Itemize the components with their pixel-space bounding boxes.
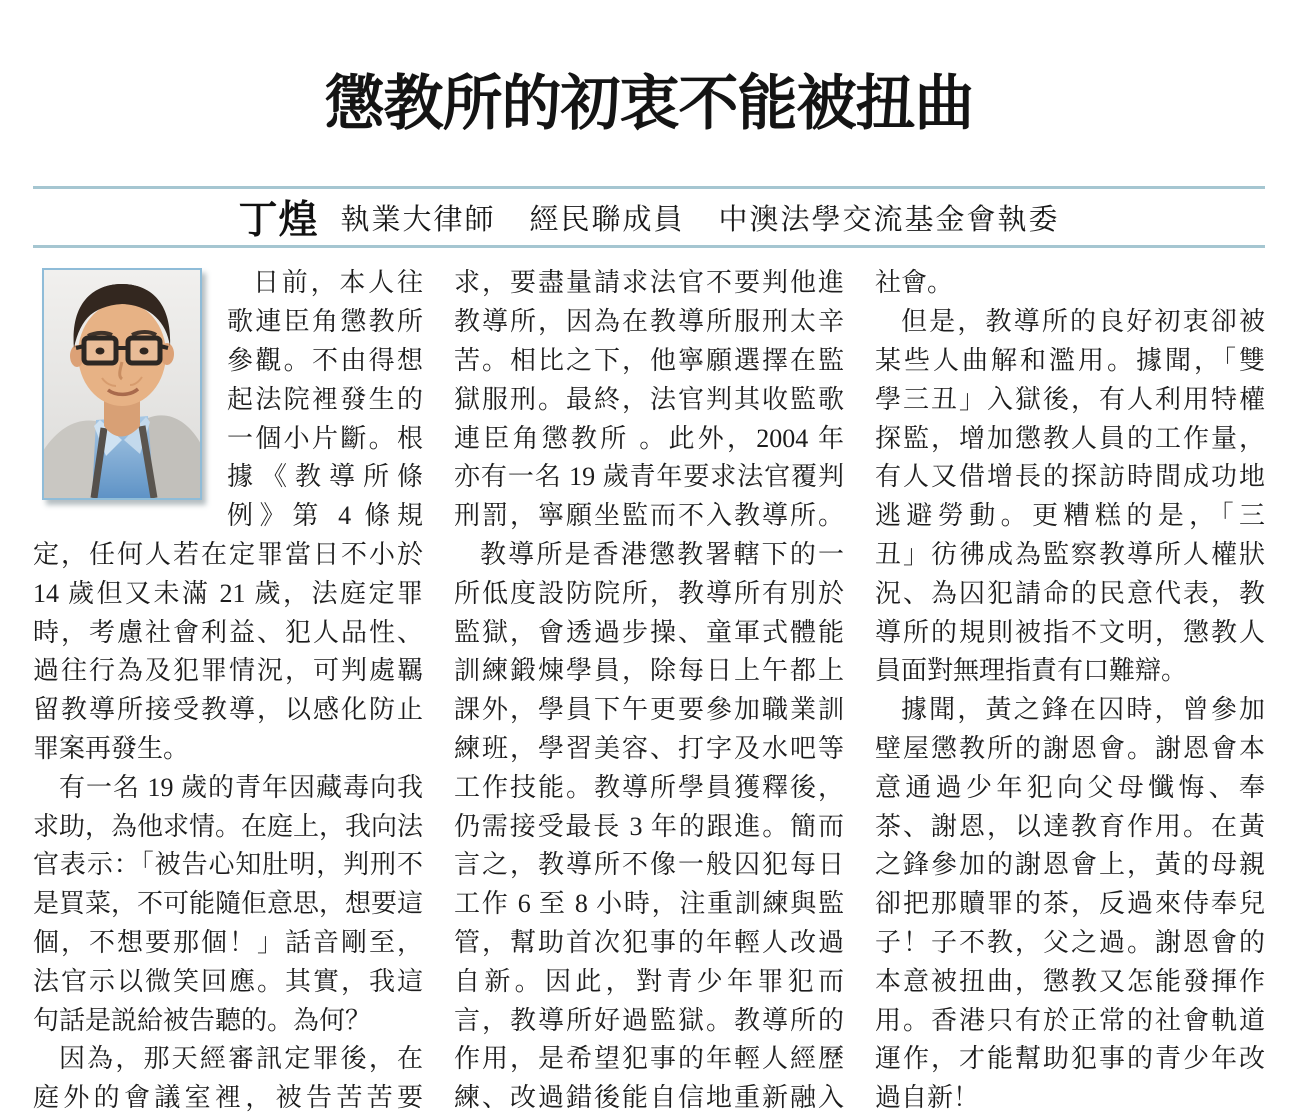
text-line: 況、為囚犯請命的民意代表，教 bbox=[875, 578, 1265, 608]
text-line: 求助，為他求情。在庭上，我向法 bbox=[33, 811, 424, 841]
text-line: 起法院裡發生的 bbox=[227, 384, 423, 414]
text-line: 法官示以微笑回應。其實，我這 bbox=[33, 966, 423, 996]
text-line: 據聞，黃之鋒在囚時，曾參加 bbox=[901, 695, 1265, 725]
text-line: 留教導所接受教導，以感化防止 bbox=[33, 695, 423, 725]
text-line: 例》第 4 條規 bbox=[227, 501, 423, 531]
text-line: 日前，本人往 bbox=[253, 268, 423, 298]
column-3 bbox=[875, 264, 1265, 1118]
article-headline: 懲教所的初衷不能被扭曲 bbox=[324, 70, 974, 138]
column-2 bbox=[454, 264, 844, 1118]
text-line: 刑罰，寧願坐監而不入教導所。 bbox=[454, 501, 844, 531]
text-line: 卻把那贖罪的茶，反過來侍奉兒 bbox=[875, 889, 1265, 919]
text-line: 教導所是香港懲教署轄下的一 bbox=[480, 539, 844, 569]
text-line: 因為，那天經審訊定罪後，在 bbox=[59, 1044, 423, 1074]
text-line: 用。香港只有於正常的社會軌道 bbox=[875, 1005, 1265, 1035]
text-line: 過往行為及犯罪情況，可判處羈 bbox=[33, 656, 423, 686]
text-line: 導所的規則被指不文明，懲教人 bbox=[875, 617, 1265, 647]
text-line: 練、改過錯後能自信地重新融入 bbox=[454, 1083, 844, 1113]
text-line: 連臣角懲教所 。此外，2004 年 bbox=[454, 423, 844, 453]
text-line: 獄服刑。最終，法官判其收監歌 bbox=[454, 384, 844, 414]
text-line: 是買菜，不可能隨佢意思，想要這 bbox=[33, 889, 424, 919]
text-line: 社會。 bbox=[875, 268, 954, 298]
text-line: 茶、謝恩，以達教育作用。在黃 bbox=[875, 811, 1265, 841]
text-line: 意通過少年犯向父母懺悔、奉 bbox=[875, 772, 1265, 802]
column-1 bbox=[33, 264, 423, 1118]
text-line: 管，幫助首次犯事的年輕人改過 bbox=[454, 927, 844, 957]
text-line: 之鋒參加的謝恩會上，黃的母親 bbox=[875, 850, 1265, 880]
author-portrait-image bbox=[44, 270, 200, 498]
text-line: 有人又借增長的探訪時間成功地 bbox=[875, 462, 1265, 492]
author-title-2: 經民聯成員 bbox=[529, 203, 685, 236]
text-line: 某些人曲解和濫用。據聞，「雙 bbox=[875, 345, 1265, 375]
text-line: 定，任何人若在定罪當日不小於 bbox=[33, 539, 423, 569]
text-line: 仍需接受最長 3 年的跟進。簡而 bbox=[454, 811, 844, 841]
text-line: 子！子不教，父之過。謝恩會的 bbox=[875, 927, 1265, 957]
text-line: 時，考慮社會利益、犯人品性、 bbox=[33, 617, 423, 647]
text-line: 官表示：「被告心知肚明，判刑不 bbox=[33, 850, 423, 880]
text-line: 本意被扭曲，懲教又怎能發揮作 bbox=[875, 966, 1265, 996]
text-line: 丑」彷彿成為監察教導所人權狀 bbox=[875, 539, 1265, 569]
text-line: 但是，教導所的良好初衷卻被 bbox=[901, 307, 1265, 337]
text-line: 訓練鍛煉學員，除每日上午都上 bbox=[454, 656, 844, 686]
text-line: 參觀。不由得想 bbox=[227, 345, 423, 375]
text-line: 作用，是希望犯事的年輕人經歷 bbox=[454, 1044, 844, 1074]
text-line: 苦。相比之下，他寧願選擇在監 bbox=[454, 345, 844, 375]
text-line: 員面對無理指責有口難辯。 bbox=[875, 656, 1188, 686]
text-line: 自新。因此，對青少年罪犯而 bbox=[454, 966, 844, 996]
text-line: 個，不想要那個！」話音剛至， bbox=[33, 927, 423, 957]
text-line: 工作技能。教導所學員獲釋後， bbox=[454, 772, 844, 802]
text-line: 亦有一名 19 歲青年要求法官覆判 bbox=[454, 462, 844, 492]
text-line: 壁屋懲教所的謝恩會。謝恩會本 bbox=[875, 733, 1265, 763]
text-line: 逃避勞動。更糟糕的是，「三 bbox=[875, 501, 1265, 531]
text-line: 句話是説給被告聽的。為何？ bbox=[33, 1005, 372, 1035]
article-body bbox=[33, 264, 1265, 1118]
text-line: 罪案再發生。 bbox=[33, 733, 190, 763]
text-line: 探監，增加懲教人員的工作量， bbox=[875, 423, 1265, 453]
text-line: 課外，學員下午更要參加職業訓 bbox=[454, 695, 844, 725]
text-line: 工作 6 至 8 小時，注重訓練與監 bbox=[454, 889, 844, 919]
newspaper-article bbox=[0, 40, 1298, 1118]
text-line: 言，教導所好過監獄。教導所的 bbox=[454, 1005, 844, 1035]
author-photo bbox=[42, 268, 202, 500]
text-line: 言之，教導所不像一般囚犯每日 bbox=[454, 850, 844, 880]
text-line: 學三丑」入獄後，有人利用特權 bbox=[875, 384, 1265, 414]
text-line: 練班，學習美容、打字及水吧等 bbox=[454, 733, 844, 763]
text-line: 運作，才能幫助犯事的青少年改 bbox=[875, 1044, 1265, 1074]
text-line: 14 歲但又未滿 21 歲，法庭定罪 bbox=[33, 578, 423, 608]
text-line: 求，要盡量請求法官不要判他進 bbox=[454, 268, 844, 298]
text-line: 監獄，會透過步操、童軍式體能 bbox=[454, 617, 844, 647]
text-line: 一個小片斷。根 bbox=[227, 423, 423, 453]
author-name: 丁煌 bbox=[238, 199, 319, 243]
author-title-3: 中澳法學交流基金會執委 bbox=[718, 203, 1060, 236]
byline bbox=[33, 189, 1265, 245]
text-line: 過自新！ bbox=[875, 1083, 980, 1113]
text-line: 庭外的會議室裡，被告苦苦要 bbox=[33, 1083, 423, 1113]
text-line: 教導所，因為在教導所服刑太辛 bbox=[454, 307, 844, 337]
text-line: 據《教導所條 bbox=[227, 462, 423, 492]
text-line: 歌連臣角懲教所 bbox=[227, 307, 423, 337]
divider-bottom bbox=[33, 245, 1265, 248]
text-line: 所低度設防院所，教導所有別於 bbox=[454, 578, 844, 608]
text-line: 有一名 19 歲的青年因藏毒向我 bbox=[59, 772, 423, 802]
author-title-1: 執業大律師 bbox=[340, 203, 496, 236]
